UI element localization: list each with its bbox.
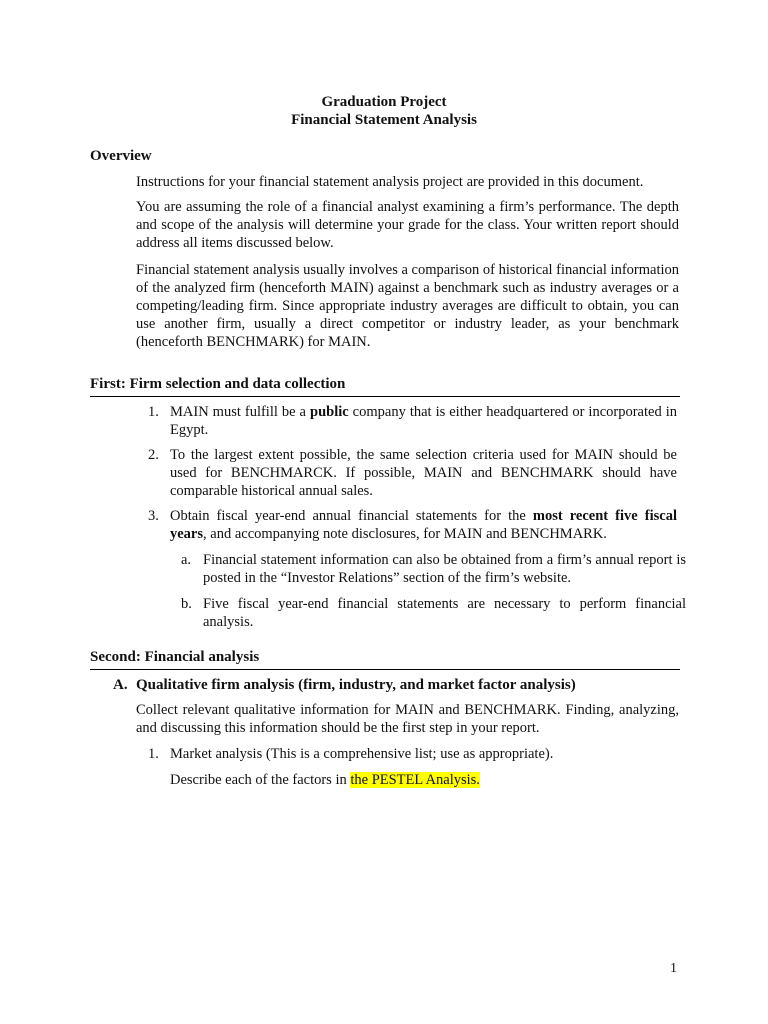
first-subitem-a-number: a. xyxy=(181,552,192,568)
first-item-1-number: 1. xyxy=(148,404,159,420)
overview-paragraph-1: Instructions for your financial statement analysis project are provided in this document. xyxy=(136,174,644,190)
overview-paragraph-3: Financial statement analysis usually involves a comparison of historical financial information of the analyzed firm (henceforth MAIN) against a benchmark such as industry averages or a competing/leading firm. Since appropriate industry averages are difficult to obtain, you can use another firm, usually a direct competitor or industry leader, as your benchmark (henceforth BENCHMARK) for MAIN. xyxy=(136,262,679,350)
first-subitem-a: Financial statement information can also be obtained from a firm’s annual report is posted in the “Investor Relations” section of the firm’s website. xyxy=(203,552,686,586)
first-subitem-b-number: b. xyxy=(181,596,192,612)
pestel-highlight: the PESTEL Analysis. xyxy=(350,772,480,788)
first-item-2: To the largest extent possible, the same selection criteria used for MAIN should be used for BENCHMARCK. If possible, MAIN and BENCHMARK should have comparable historical annual sales. xyxy=(170,447,677,499)
first-subitem-b: Five fiscal year-end financial statements are necessary to perform financial analysis. xyxy=(203,596,686,630)
second-item-1: Market analysis (This is a comprehensive list; use as appropriate). xyxy=(170,746,554,762)
first-section-heading: First: Firm selection and data collection xyxy=(90,375,680,397)
second-subsection-a-paragraph: Collect relevant qualitative information for MAIN and BENCHMARK. Finding, analyzing, and discussing this information should be the first step in your report. xyxy=(136,702,679,736)
second-item-1-number: 1. xyxy=(148,746,159,762)
doc-title-line2: Financial Statement Analysis xyxy=(291,112,477,128)
first-item-3-number: 3. xyxy=(148,508,159,524)
page-number: 1 xyxy=(670,961,677,976)
doc-title-line1: Graduation Project xyxy=(321,94,447,110)
second-subsection-a-heading: Qualitative firm analysis (firm, industry, and market factor analysis) xyxy=(136,677,576,693)
second-subsection-a-number: A. xyxy=(113,677,128,693)
pestel-description: Describe each of the factors in the PESTEL Analysis. xyxy=(170,772,480,788)
first-item-2-number: 2. xyxy=(148,447,159,463)
overview-heading: Overview xyxy=(90,148,152,164)
first-item-1: MAIN must fulfill be a public company that is either headquartered or incorporated in Egypt. xyxy=(170,404,677,438)
first-item-3: Obtain fiscal year-end annual financial statements for the most recent five fiscal years, and accompanying note disclosures, for MAIN and BENCHMARK. xyxy=(170,508,677,542)
overview-paragraph-2: You are assuming the role of a financial analyst examining a firm’s performance. The depth and scope of the analysis will determine your grade for the class. Your written report should address all items discussed below. xyxy=(136,199,679,251)
second-section-heading: Second: Financial analysis xyxy=(90,648,680,670)
